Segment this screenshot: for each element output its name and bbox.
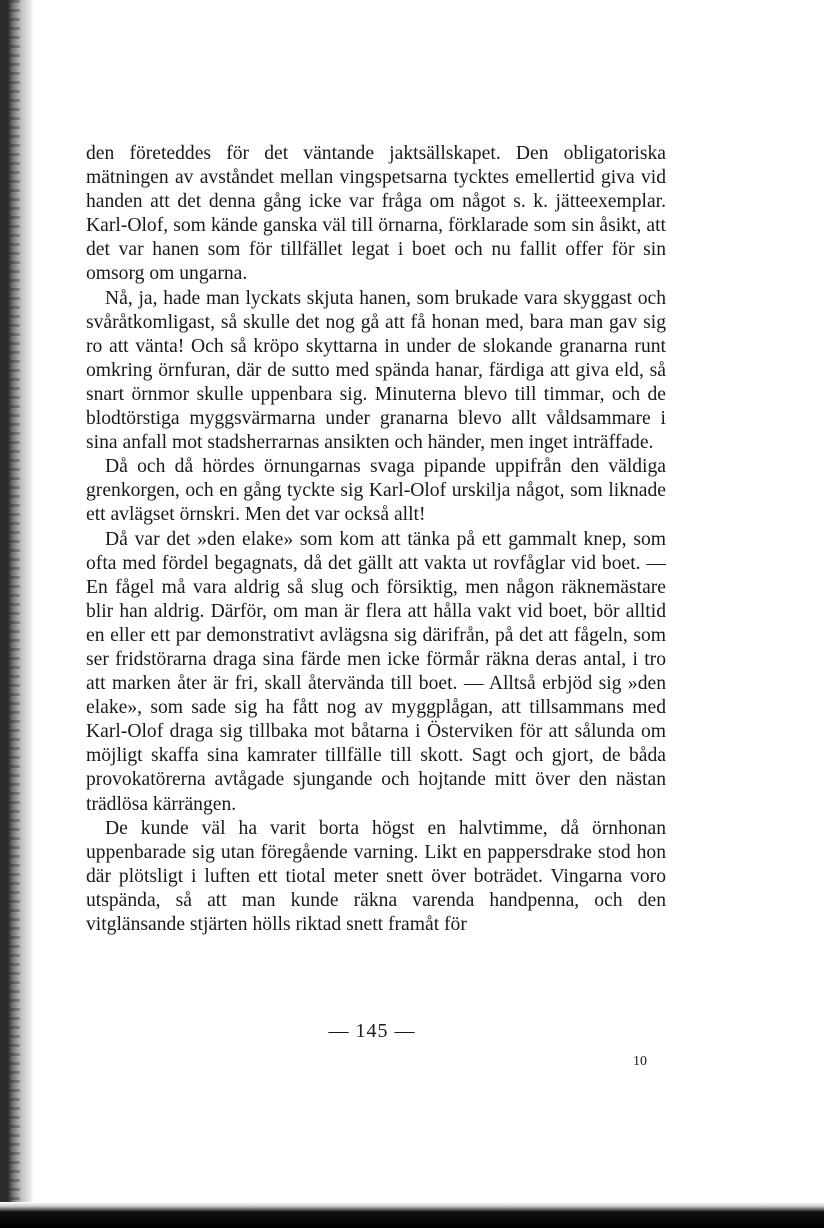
body-text [86, 142, 666, 937]
scan-bottom-edge [0, 1202, 824, 1228]
page-number: — 145 — [328, 1020, 416, 1042]
paragraph-3: Då och då hördes örnungarnas svaga pipande uppifrån den väldiga grenkorgen, och en gång tyckte sig Karl-Olof urskilja något, som liknade ett avlägset örnskri. Men det var också allt! [86, 456, 666, 526]
book-spine-edge [0, 0, 34, 1228]
signature-mark: 10 [633, 1054, 647, 1069]
paragraph-4: Då var det »den elake» som kom att tänka på ett gammalt knep, som ofta med fördel begagnats, då det gällt att vakta ut rovfåglar vid boet. — En fågel må vara aldrig så slug och försiktig, men någon räknemästare blir han aldrig. Därför, om man är flera att hålla vakt vid boet, bör alltid en eller ett par demonstrativt avlägsna sig därifrån, på det att fågeln, som ser fridstörarna draga sina färde men icke förmår räkna deras antal, i tro att marken åter är fri, skall återvända till boet. — Alltså erbjöd sig »den elake», som sade sig ha fått nog av myggplågan, att tillsammans med Karl-Olof draga sig tillbaka mot båtarna i Österviken för att sålunda om möjligt skaffa sina kamrater tillfälle till skott. Sagt och gjort, de båda provokatörerna avtågade sjungande och hojtande mitt över den nästan trädlösa kärrängen. [86, 528, 666, 815]
paragraph-1: den företeddes för det väntande jaktsällskapet. Den obligatoriska mätningen av avståndet mellan vingspetsarna tycktes emellertid giva vid handen att det denna gång icke var fråga om något s. k. jätteexemplar. Karl-Olof, som kände ganska väl till örnarna, förklarade som sin åsikt, att det var hanen som för tillfället legat i boet och nu fallit offer för sin omsorg om ungarna. [86, 143, 666, 285]
paragraph-5: De kunde väl ha varit borta högst en halvtimme, då örnhonan uppenbarade sig utan föregående varning. Likt en pappersdrake stod hon där plötsligt i luften ett tiotal meter snett över boträdet. Vingarna voro utspända, så att man kunde räkna varenda handpenna, och den vitglänsande stjärten hölls riktad snett framåt för [86, 817, 666, 935]
paragraph-2: Nå, ja, hade man lyckats skjuta hanen, som brukade vara skyggast och svåråtkomligast, så skulle det nog gå att få honan med, bara man gav sig ro att vänta! Och så kröpo skyttarna in under de slokande granarna runt omkring örnfuran, där de sutto med spända hanar, färdiga att giva eld, så snart örnmor skulle uppenbara sig. Minuterna blevo till timmar, och de blodtörstiga myggsvärmarna under granarna blevo allt våldsammare i sina anfall mot stadsherrarnas ansikten och händer, men inget inträffade. [86, 287, 666, 454]
